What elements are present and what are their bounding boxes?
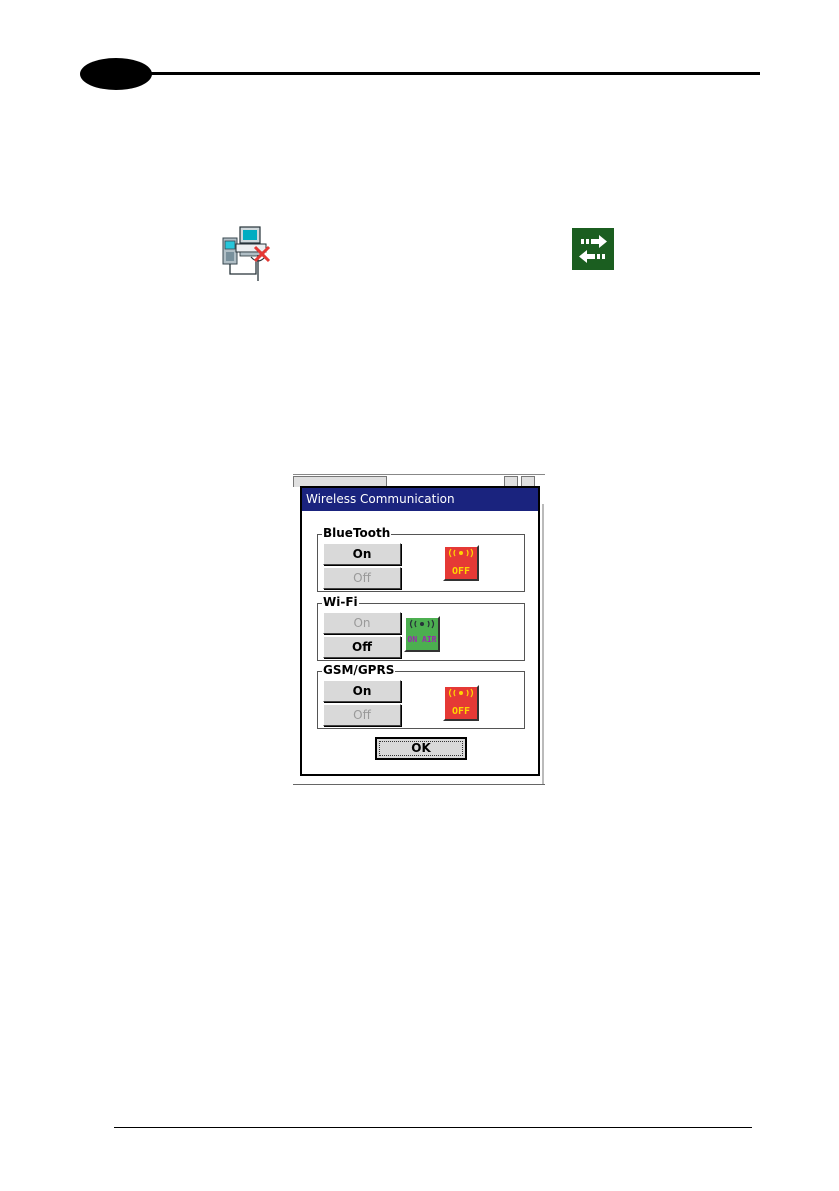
gsm-gprs-group <box>317 663 525 729</box>
header-rule <box>140 72 760 75</box>
bg-app-border <box>293 474 545 475</box>
bg-app-bottom-border <box>293 784 545 785</box>
wifi-off-button[interactable]: Off <box>323 636 401 658</box>
connection-arrows-icon <box>572 228 614 270</box>
bluetooth-status-off-icon <box>443 545 479 581</box>
wifi-status-on-air-icon <box>404 616 440 652</box>
disconnected-connection-icon <box>220 225 282 283</box>
dialog-titlebar: Wireless Communication <box>302 488 538 511</box>
gsm-gprs-group-label: GSM/GPRS <box>323 663 395 677</box>
wifi-group <box>317 595 525 661</box>
bg-scrollbar[interactable] <box>542 504 544 784</box>
gsm-gprs-status-text: OFF <box>451 706 471 717</box>
gsm-gprs-status-off-icon <box>443 685 479 721</box>
bluetooth-group-label: BlueTooth <box>323 526 391 540</box>
bluetooth-on-button[interactable]: On <box>323 543 401 565</box>
gsm-gprs-off-button[interactable]: Off <box>323 704 401 726</box>
bluetooth-status-text: OFF <box>451 566 471 577</box>
ok-button-label: OK <box>411 741 431 755</box>
footer-rule <box>114 1127 752 1128</box>
ok-button[interactable] <box>375 737 467 760</box>
wifi-on-button[interactable]: On <box>323 612 401 634</box>
ok-focus-ring <box>379 741 463 756</box>
bluetooth-off-button[interactable]: Off <box>323 567 401 589</box>
wifi-group-label: Wi-Fi <box>323 595 358 609</box>
wifi-status-text: ON AIR <box>407 635 437 644</box>
wireless-communication-dialog <box>300 486 540 776</box>
bluetooth-group <box>317 526 525 592</box>
gsm-gprs-on-button[interactable]: On <box>323 680 401 702</box>
